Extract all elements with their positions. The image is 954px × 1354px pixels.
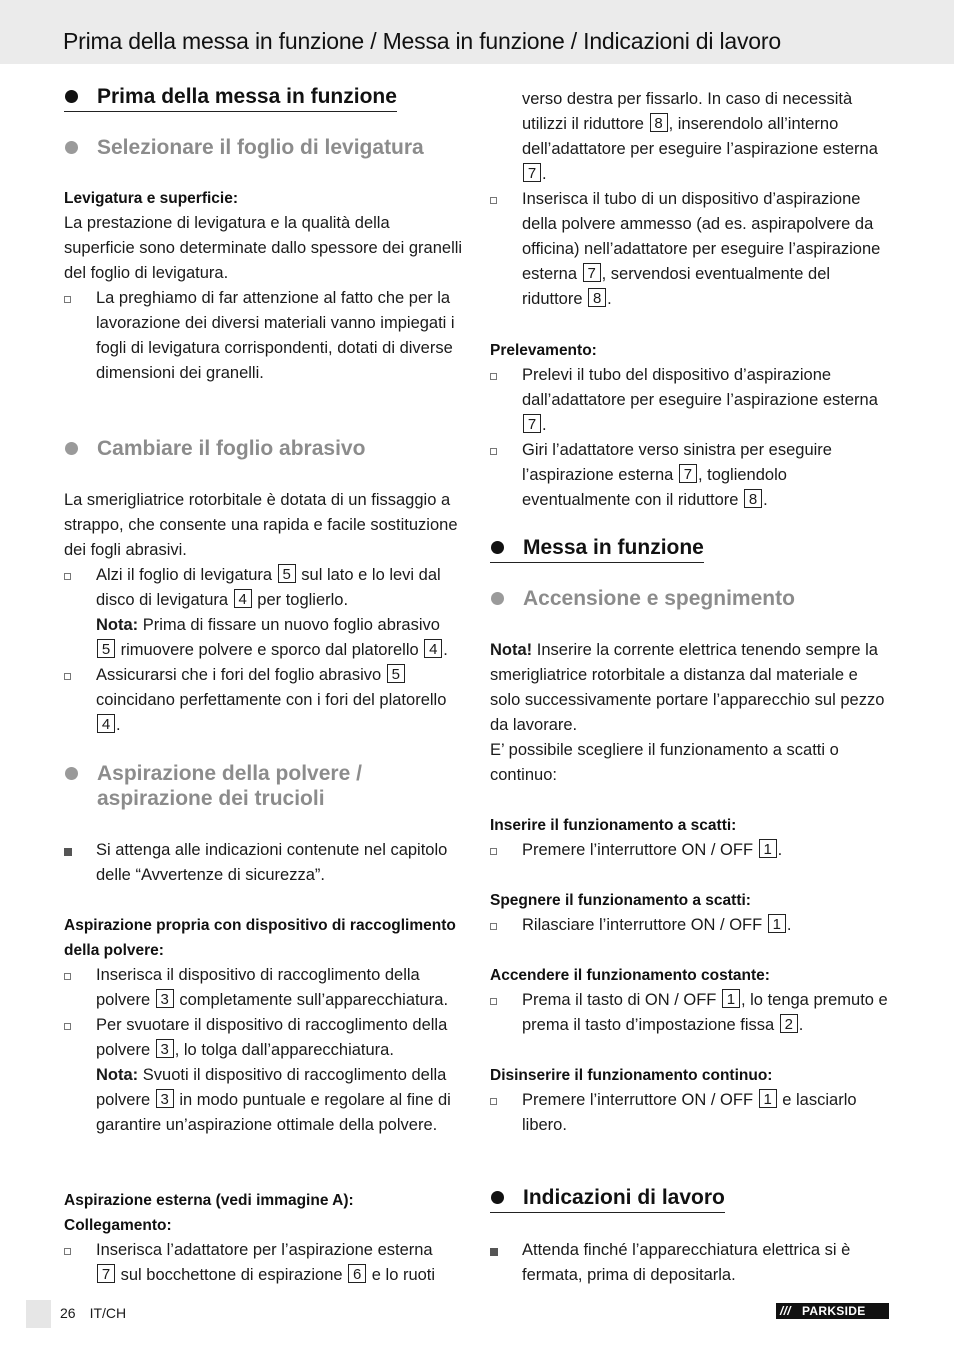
page-number: 26 bbox=[60, 1305, 76, 1321]
heading-prima-messa: Prima della messa in funzione bbox=[64, 84, 397, 112]
note-label: Nota: bbox=[96, 1066, 139, 1084]
subheading-line: Aspirazione esterna (vedi immagine A): bbox=[64, 1192, 354, 1209]
list-item bbox=[490, 1238, 890, 1288]
section-heading-accensione bbox=[490, 586, 890, 611]
dis-cont-block bbox=[490, 1063, 890, 1138]
text-segment: Alzi il foglio di levigatura bbox=[96, 566, 273, 584]
section-heading-cambiare bbox=[64, 436, 464, 461]
footer-page-marker bbox=[26, 1300, 51, 1328]
reference-number-badge: 1 bbox=[759, 839, 777, 858]
list-item: Premere l’interruttore ON / OFF 1 . bbox=[490, 838, 890, 863]
reference-number-badge: 3 bbox=[156, 1089, 174, 1108]
list-item bbox=[490, 1088, 890, 1138]
checkbox-bullet-icon bbox=[64, 1248, 71, 1255]
list-item: Rilasciare l’interruttore ON / OFF 1 . bbox=[490, 913, 890, 938]
subheading-accendere-costante: Accendere il funzionamento costante: bbox=[490, 967, 770, 984]
text-segment: , togliendolo eventualmente con il riduttore bbox=[522, 466, 787, 509]
list-item bbox=[64, 1013, 464, 1138]
subheading-spegnere-scatti: Spegnere il funzionamento a scatti: bbox=[490, 892, 751, 909]
text-segment: Assicurarsi che i fori del foglio abrasivo bbox=[96, 666, 382, 684]
reference-number-badge: 4 bbox=[234, 589, 252, 608]
reference-number-badge: 7 bbox=[523, 163, 541, 182]
reference-number-badge: 7 bbox=[523, 414, 541, 433]
list-item: Inserisca il tubo di un dispositivo d’aspirazione della polvere ammesso (ad es. aspirapolvere da officina) nell’adattatore per eseguire l’aspirazione esterna 7 , servendosi eventualmente del riduttore 8 . bbox=[490, 187, 890, 312]
levigatura-block bbox=[64, 186, 464, 386]
checkbox-bullet-icon bbox=[490, 998, 497, 1005]
reference-number-badge: 2 bbox=[780, 1014, 798, 1033]
section-heading-indicazioni bbox=[490, 1185, 890, 1213]
text-segment: Inserisca l’adattatore per l’aspirazione esterna bbox=[96, 1241, 433, 1259]
text-segment: Prima di fissare un nuovo foglio abrasivo bbox=[142, 616, 440, 634]
section-heading-selezionare bbox=[64, 135, 464, 160]
reference-number-badge: 7 bbox=[97, 1264, 115, 1283]
reference-number-badge: 7 bbox=[679, 464, 697, 483]
list-item-text: La preghiamo di far attenzione al fatto che per la lavorazione dei diversi materiali vanno impiegati i fogli di levigatura corrispondenti, dotati di diverse dimensioni dei granelli. bbox=[96, 289, 455, 382]
square-bullet-icon bbox=[64, 848, 72, 856]
text-segment: sul bocchettone di espirazione bbox=[120, 1266, 343, 1284]
checkbox-bullet-icon bbox=[490, 848, 497, 855]
checkbox-bullet-icon bbox=[490, 448, 497, 455]
text-segment: , inserendolo all’interno dell’adattatore per eseguire l’aspirazione esterna bbox=[522, 115, 878, 158]
paragraph-levigatura: La prestazione di levigatura e la qualità della superficie sono determinate dallo spessore dei granelli del foglio di levigatura. bbox=[64, 214, 463, 282]
reference-number-badge: 8 bbox=[588, 288, 606, 307]
reference-number-badge: 7 bbox=[583, 263, 601, 282]
list-item bbox=[64, 838, 464, 888]
header-title: Prima della messa in funzione / Messa in funzione / Indicazioni di lavoro bbox=[63, 28, 781, 54]
footer-page-info bbox=[60, 1305, 140, 1321]
list-item bbox=[64, 286, 464, 386]
note-label: Nota! bbox=[490, 641, 533, 659]
note-label: Nota: bbox=[96, 616, 139, 634]
subheading-aspirazione-esterna bbox=[64, 1188, 464, 1238]
heading-messa-in-funzione: Messa in funzione bbox=[490, 535, 704, 563]
cambiare-block bbox=[64, 488, 464, 738]
paragraph-nota bbox=[490, 638, 890, 738]
language-code: IT/CH bbox=[89, 1305, 127, 1321]
list-item bbox=[64, 963, 464, 1013]
reference-number-badge: 1 bbox=[722, 989, 740, 1008]
heading-line: Aspirazione della polvere / bbox=[97, 762, 362, 785]
subheading-disinserire-continuo: Disinserire il funzionamento continuo: bbox=[490, 1067, 773, 1084]
text-segment: in modo puntuale e regolare al fine di garantire un’aspirazione ottimale della polvere. bbox=[96, 1091, 451, 1134]
list-item: Assicurarsi che i fori del foglio abrasivo 5 coincidano perfettamente con i fori del platorello 4 . bbox=[64, 663, 464, 738]
section-heading-messa bbox=[490, 535, 890, 563]
text-segment: Inserire la corrente elettrica tenendo sempre la smerigliatrice rotorbitale a distanza dal materiale e solo successivamente portare l’apparecchio sul pezzo da lavorare. bbox=[490, 641, 885, 734]
list-item bbox=[64, 1238, 464, 1288]
text-segment: per toglierlo. bbox=[257, 591, 349, 609]
checkbox-bullet-icon bbox=[64, 1023, 71, 1030]
text-segment: Premere l’interruttore ON / OFF bbox=[522, 841, 754, 859]
page-header bbox=[0, 0, 954, 64]
reference-number-badge: 1 bbox=[759, 1089, 777, 1108]
heading-selezionare-foglio: Selezionare il foglio di levigatura bbox=[64, 135, 464, 160]
reference-number-badge: 4 bbox=[424, 639, 442, 658]
list-item-text: Si attenga alle indicazioni contenute nel capitolo delle “Avvertenze di sicurezza”. bbox=[96, 841, 448, 884]
text-segment: e lo ruoti bbox=[371, 1266, 436, 1284]
list-item: Prema il tasto di ON / OFF 1 , lo tenga premuto e prema il tasto d’impostazione fissa 2 . bbox=[490, 988, 890, 1038]
checkbox-bullet-icon bbox=[64, 673, 71, 680]
text-segment: , lo tolga dall’apparecchiatura. bbox=[174, 1041, 394, 1059]
heading-line: aspirazione dei trucioli bbox=[97, 787, 325, 810]
prelevamento-block bbox=[490, 338, 890, 513]
checkbox-bullet-icon bbox=[64, 973, 71, 980]
heading-accensione: Accensione e spegnimento bbox=[490, 586, 890, 611]
text-segment: , servendosi eventualmente del riduttore bbox=[522, 265, 831, 308]
brand-name: PARKSIDE bbox=[802, 1304, 866, 1318]
subheading-prelevamento: Prelevamento: bbox=[490, 342, 597, 359]
text-segment: Inserisca il tubo di un dispositivo d’aspirazione della polvere ammesso (ad es. aspirapolvere da officina) nell’adattatore per eseguire l’aspirazione esterna bbox=[522, 190, 881, 283]
reference-number-badge: 6 bbox=[348, 1264, 366, 1283]
reference-number-badge: 8 bbox=[744, 489, 762, 508]
propria-block bbox=[64, 913, 464, 1138]
reference-number-badge: 3 bbox=[156, 1039, 174, 1058]
list-item-continued: verso destra per fissarlo. In caso di necessità utilizzi il riduttore 8 , inserendolo all’interno dell’adattatore per eseguire l’aspirazione esterna 7 . bbox=[522, 90, 878, 183]
text-segment: verso destra per fissarlo. In caso di necessità utilizzi il riduttore bbox=[522, 90, 853, 133]
list-item: Prelevi il tubo del dispositivo d’aspirazione dall’adattatore per eseguire l’aspirazione esterna 7 . bbox=[490, 363, 890, 438]
acc-cost-block bbox=[490, 963, 890, 1038]
nota-block bbox=[490, 638, 890, 788]
reference-number-badge: 4 bbox=[97, 714, 115, 733]
heading-cambiare-foglio: Cambiare il foglio abrasivo bbox=[64, 436, 464, 461]
checkbox-bullet-icon bbox=[490, 1098, 497, 1105]
logo-stripes-icon: /// bbox=[780, 1304, 791, 1318]
text-segment: sul lato e lo levi dal disco di levigatura bbox=[96, 566, 441, 609]
checkbox-bullet-icon bbox=[490, 373, 497, 380]
parkside-logo bbox=[776, 1303, 889, 1319]
reference-number-badge: 5 bbox=[97, 639, 115, 658]
reference-number-badge: 5 bbox=[387, 664, 405, 683]
subheading-inserire-scatti: Inserire il funzionamento a scatti: bbox=[490, 817, 737, 834]
subheading-aspirazione-propria: Aspirazione propria con dispositivo di raccoglimento della polvere: bbox=[64, 917, 456, 959]
heading-indicazioni-lavoro: Indicazioni di lavoro bbox=[490, 1185, 725, 1213]
checkbox-bullet-icon bbox=[490, 197, 497, 204]
checkbox-bullet-icon bbox=[64, 573, 71, 580]
indicazioni-block bbox=[490, 1238, 890, 1288]
subheading-levigatura: Levigatura e superficie: bbox=[64, 190, 239, 207]
ins-scatti-block bbox=[490, 813, 890, 863]
text-segment: Svuoti il dispositivo di raccoglimento della polvere bbox=[96, 1066, 447, 1109]
continuation-block bbox=[490, 87, 890, 312]
section-heading-prima bbox=[64, 84, 464, 112]
text-segment: Rilasciare l’interruttore ON / OFF bbox=[522, 916, 763, 934]
reference-number-badge: 3 bbox=[156, 989, 174, 1008]
text-segment: Prelevi il tubo del dispositivo d’aspirazione dall’adattatore per eseguire l’aspirazione esterna bbox=[522, 366, 878, 409]
reference-number-badge: 1 bbox=[768, 914, 786, 933]
aspirazione-block bbox=[64, 838, 464, 888]
text-segment: Prema il tasto di ON / OFF bbox=[522, 991, 717, 1009]
list-item: Giri l’adattatore verso sinistra per eseguire l’aspirazione esterna 7 , togliendolo eventualmente con il riduttore 8 . bbox=[490, 438, 890, 513]
text-segment: Per svuotare il dispositivo di raccoglimento della polvere bbox=[96, 1016, 448, 1059]
text-segment: rimuovere polvere e sporco dal platorello bbox=[120, 641, 419, 659]
heading-aspirazione bbox=[64, 761, 464, 811]
list-item: Alzi il foglio di levigatura 5 sul lato e lo levi dal disco di levigatura 4 per toglierlo. Nota: Prima di fissare un nuovo foglio abrasivo 5 rimuovere polvere e sporco dal platorello 4 . bbox=[64, 563, 464, 663]
section-heading-aspirazione bbox=[64, 761, 464, 811]
reference-number-badge: 5 bbox=[278, 564, 296, 583]
reference-number-badge: 8 bbox=[650, 113, 668, 132]
text-segment: Giri l’adattatore verso sinistra per eseguire l’aspirazione esterna bbox=[522, 441, 832, 484]
text-segment: , lo tenga premuto e prema il tasto d’impostazione fissa bbox=[522, 991, 888, 1034]
esterna-block bbox=[64, 1188, 464, 1288]
list-item-text: Attenda finché l’apparecchiatura elettrica si è fermata, prima di depositarla. bbox=[522, 1241, 851, 1284]
text-segment: coincidano perfettamente con i fori del platorello bbox=[96, 691, 447, 709]
checkbox-bullet-icon bbox=[64, 296, 71, 303]
subheading-line: Collegamento: bbox=[64, 1217, 172, 1234]
paragraph-scelta: E’ possibile scegliere il funzionamento a scatti o continuo: bbox=[490, 741, 839, 784]
text-segment: e lasciarlo libero. bbox=[522, 1091, 857, 1134]
text-segment: completamente sull’apparecchiatura. bbox=[179, 991, 449, 1009]
spe-scatti-block bbox=[490, 888, 890, 938]
square-bullet-icon bbox=[490, 1248, 498, 1256]
text-segment: Premere l’interruttore ON / OFF bbox=[522, 1091, 754, 1109]
text-segment: Inserisca il dispositivo di raccoglimento della polvere bbox=[96, 966, 420, 1009]
paragraph-cambiare: La smerigliatrice rotorbitale è dotata di un fissaggio a strappo, che consente una rapida e facile sostituzione dei fogli abrasivi. bbox=[64, 491, 458, 559]
checkbox-bullet-icon bbox=[490, 923, 497, 930]
